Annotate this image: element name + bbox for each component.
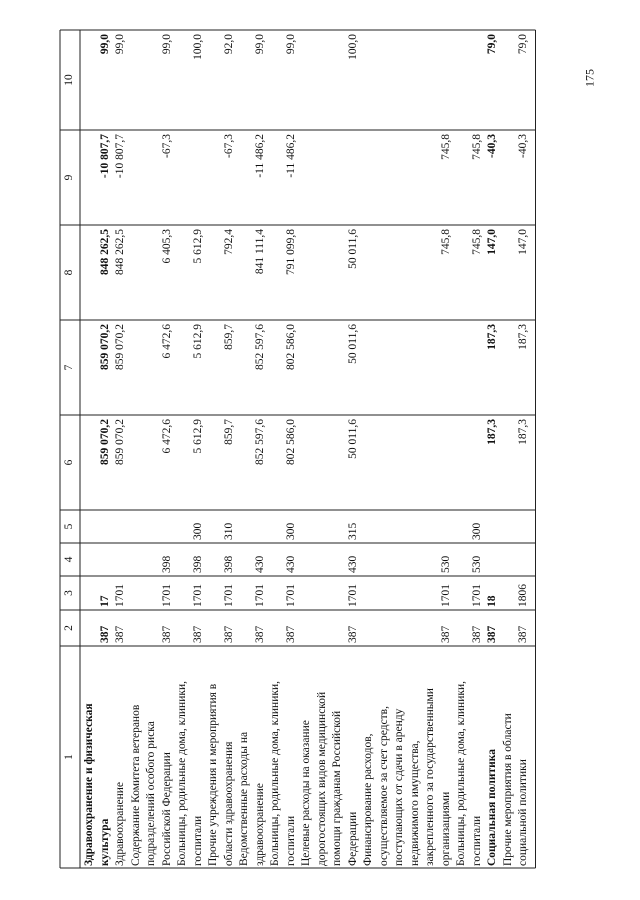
- row-6-c3: 1701: [284, 584, 297, 607]
- row-4-c4: 398: [222, 555, 235, 573]
- row-4-c6: 859,7: [222, 419, 235, 445]
- row-6-c2: 387: [284, 625, 297, 643]
- row-10-c10: 79,0: [486, 34, 498, 55]
- row-3-c7: 5 612,9: [191, 324, 204, 359]
- row-8-name-line: закрепленного за государственными: [424, 688, 436, 866]
- row-7-name-line: Федерации: [346, 811, 359, 866]
- row-7-c8: 50 011,6: [346, 229, 359, 269]
- row-0-c3: 17: [98, 595, 111, 607]
- row-8-c4: 530: [439, 555, 452, 573]
- row-8-c3: 1701: [439, 584, 452, 607]
- row-4-name-line: области здравоохранения: [222, 741, 235, 866]
- row-7-c4: 430: [346, 555, 359, 573]
- row-4-c3: 1701: [222, 584, 235, 607]
- row-9-name-line: Больницы, родильные дома, клиники,: [455, 681, 467, 866]
- row-7-c3: 1701: [346, 584, 359, 607]
- row-0-c6: 859 070,2: [98, 419, 111, 465]
- row-3-c6: 5 612,9: [191, 419, 204, 454]
- row-7-c7: 50 011,6: [346, 324, 359, 364]
- row-7-name-line: дорогостоящих видов медицинской: [315, 691, 328, 866]
- row-8-c2: 387: [439, 625, 452, 643]
- row-6-c9: -11 486,2: [284, 134, 297, 178]
- row-5-c9: -11 486,2: [253, 134, 266, 178]
- row-8-c9: 745,8: [439, 134, 452, 160]
- row-4-c2: 387: [222, 625, 235, 643]
- row-2-c8: 6 405,3: [160, 229, 173, 264]
- row-5-name-line: Ведомственные расходы на: [238, 731, 250, 866]
- row-2-c3: 1701: [160, 584, 173, 607]
- row-5-name-line: здравоохранение: [253, 783, 266, 866]
- row-8-name-line: осуществляемое за счет средств,: [377, 706, 390, 866]
- row-0-name-line: культура: [98, 818, 111, 866]
- row-6-c10: 99,0: [284, 34, 297, 55]
- row-6-name-line: Больницы, родильные дома, клиники,: [269, 681, 281, 866]
- row-6-name-line: госпитали: [284, 815, 297, 866]
- row-9-c5: 300: [470, 522, 483, 540]
- row-10-name-line: Социальная политика: [486, 749, 498, 866]
- row-6-c7: 802 586,0: [284, 324, 297, 370]
- row-7-c10: 100,0: [346, 34, 359, 60]
- row-10-c6: 187,3: [486, 419, 498, 445]
- column-header-7: 7: [63, 364, 75, 371]
- row-2-c9: -67,3: [160, 134, 173, 158]
- row-8-c8: 745,8: [439, 229, 452, 255]
- row-5-c7: 852 597,6: [253, 324, 266, 370]
- row-11-c7: 187,3: [517, 324, 529, 350]
- page-number: 175: [582, 69, 597, 87]
- row-0-name-line: Здравоохранение и физическая: [83, 703, 95, 866]
- row-10-c2: 387: [486, 625, 498, 643]
- row-2-name-line: Содержание Комитета ветеранов: [129, 704, 142, 866]
- row-0-c7: 859 070,2: [98, 324, 111, 370]
- row-1-c9: -10 807,7: [114, 134, 126, 179]
- column-header-3: 3: [63, 590, 75, 596]
- row-0-c9: -10 807,7: [98, 134, 111, 179]
- budget-table: [60, 30, 640, 868]
- row-11-c9: -40,3: [517, 134, 529, 158]
- row-7-c6: 50 011,6: [346, 419, 359, 459]
- row-4-c7: 859,7: [222, 324, 235, 350]
- row-2-c7: 6 472,6: [160, 324, 173, 359]
- row-3-c3: 1701: [191, 584, 204, 607]
- row-11-c3: 1806: [517, 584, 529, 607]
- row-8-name-line: организациями: [439, 791, 452, 866]
- column-header-6: 6: [63, 459, 75, 466]
- row-5-c2: 387: [253, 625, 266, 643]
- column-header-9: 9: [63, 174, 75, 181]
- row-3-c2: 387: [191, 625, 204, 643]
- row-1-name-line: Здравоохранение: [114, 781, 126, 866]
- row-4-c8: 792,4: [222, 229, 235, 255]
- row-4-c10: 92,0: [222, 34, 235, 55]
- row-0-c10: 99,0: [98, 34, 111, 55]
- row-0-c2: 387: [98, 625, 111, 643]
- row-3-name-line: Больницы, родильные дома, клиники,: [176, 681, 188, 866]
- row-11-c10: 79,0: [517, 34, 529, 55]
- row-3-c10: 100,0: [191, 34, 204, 60]
- row-4-c9: -67,3: [222, 134, 235, 158]
- row-11-name-line: социальной политики: [517, 759, 529, 866]
- row-6-c4: 430: [284, 555, 297, 573]
- row-4-c5: 310: [222, 522, 235, 540]
- row-1-c2: 387: [114, 625, 126, 643]
- row-1-c7: 859 070,2: [114, 324, 126, 370]
- row-2-c2: 387: [160, 625, 173, 643]
- row-1-c8: 848 262,5: [114, 229, 126, 275]
- row-10-c8: 147,0: [486, 229, 498, 255]
- row-5-c8: 841 111,4: [253, 229, 266, 275]
- row-6-c8: 791 099,8: [284, 229, 297, 275]
- row-7-c5: 315: [346, 522, 359, 540]
- row-2-c10: 99,0: [160, 34, 173, 55]
- column-header-10: 10: [63, 74, 75, 86]
- row-10-c3: 18: [486, 595, 498, 607]
- row-7-name-line: Целевые расходы на оказание: [300, 720, 312, 866]
- row-3-c5: 300: [191, 522, 204, 540]
- row-10-c7: 187,3: [486, 324, 498, 350]
- row-8-name-line: поступающих от сдачи в аренду: [393, 708, 405, 866]
- row-7-c2: 387: [346, 625, 359, 643]
- row-8-name-line: Финансирование расходов,: [362, 733, 374, 866]
- row-1-c10: 99,0: [114, 34, 126, 55]
- column-header-2: 2: [63, 625, 75, 631]
- row-5-c4: 430: [253, 555, 266, 573]
- row-3-c8: 5 612,9: [191, 229, 204, 264]
- row-9-c2: 387: [470, 625, 483, 643]
- row-2-c4: 398: [160, 555, 173, 573]
- row-9-c3: 1701: [470, 584, 483, 607]
- column-header-5: 5: [63, 523, 75, 530]
- row-8-name-line: недвижимого имущества,: [408, 740, 421, 866]
- row-7-name-line: помощи гражданам Российской: [331, 710, 343, 866]
- column-header-4: 4: [63, 556, 75, 563]
- row-10-c9: -40,3: [486, 134, 498, 158]
- row-6-c5: 300: [284, 522, 297, 540]
- row-5-c10: 99,0: [253, 34, 266, 55]
- row-9-c4: 530: [470, 555, 483, 573]
- row-3-c4: 398: [191, 555, 204, 573]
- row-1-c3: 1701: [114, 584, 126, 607]
- row-2-name-line: Российской Федерации: [160, 752, 173, 866]
- row-2-c6: 6 472,6: [160, 419, 173, 454]
- row-11-c2: 387: [517, 625, 529, 643]
- row-2-name-line: подразделений особого риска: [145, 721, 157, 866]
- row-9-c8: 745,8: [470, 229, 483, 255]
- row-5-c6: 852 597,6: [253, 419, 266, 465]
- row-1-c6: 859 070,2: [114, 419, 126, 465]
- row-9-name-line: госпитали: [470, 815, 483, 866]
- row-9-c9: 745,8: [470, 134, 483, 160]
- column-header-8: 8: [63, 269, 75, 276]
- row-5-c3: 1701: [253, 584, 266, 607]
- row-4-name-line: Прочие учреждения и мероприятия в: [207, 683, 219, 866]
- column-header-1: 1: [63, 754, 75, 760]
- row-3-name-line: госпитали: [191, 815, 204, 866]
- row-6-c6: 802 586,0: [284, 419, 297, 465]
- row-11-c8: 147,0: [517, 229, 529, 255]
- row-0-c8: 848 262,5: [98, 229, 111, 275]
- row-11-name-line: Прочие мероприятия в области: [501, 713, 514, 866]
- row-11-c6: 187,3: [517, 419, 529, 445]
